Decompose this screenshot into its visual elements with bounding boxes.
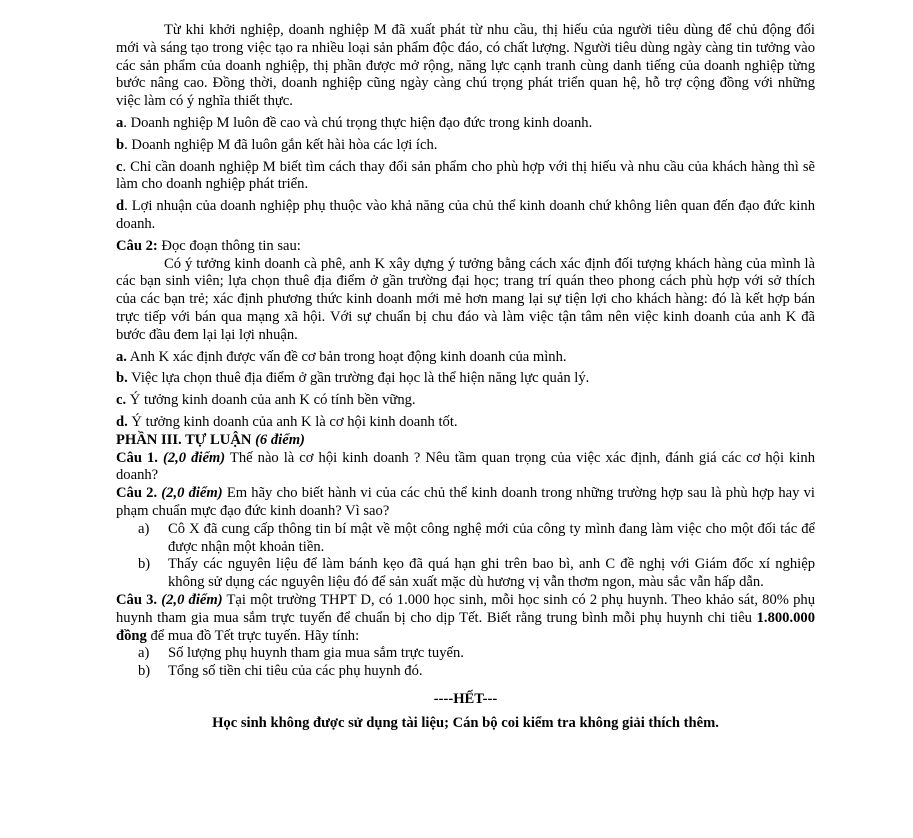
q2-label: Câu 2: <box>116 237 158 254</box>
item-label: a) <box>138 645 150 662</box>
option-text: Anh K xác định được vấn đề cơ bản trong hoạt động kinh doanh của mình. <box>126 348 567 365</box>
intro-paragraph: Từ khi khởi nghiệp, doanh nghiệp M đã xuất phát từ nhu cầu, thị hiếu của người tiêu dùng để chủ động đổi mới và sáng tạo trong việc tạo ra nhiều loại sản phẩm độc đáo, có chất lượng. Người tiêu dùng ngày càng tin tưởng vào các sản phẩm của doanh nghiệp, thị phần được mở rộng, năng lực cạnh tranh cùng danh tiếng của doanh nghiệp từng bước nâng cao. Đồng thời, doanh nghiệp cũng ngày càng chú trọng phát triển quan hệ, hỗ trợ cộng đồng với những việc làm có ý nghĩa thiết thực. <box>116 22 815 110</box>
option-text: Ý tưởng kinh doanh của anh K có tính bền vững. <box>126 392 416 409</box>
essay3-label: Câu 3. <box>116 591 158 608</box>
option-label: d. <box>116 413 128 430</box>
option-text: . Doanh nghiệp M đã luôn gắn kết hài hòa các lợi ích. <box>124 136 438 153</box>
essay2-points: (2,0 điểm) <box>157 485 223 502</box>
essay3-item-b <box>138 663 815 681</box>
essay2-text: Em hãy cho biết hành vi của các chủ thể kinh doanh trong những trường hợp sau là phù hợp hay vi phạm chuẩn mực đạo đức kinh doanh? Vì sao? <box>116 485 815 519</box>
essay1-label: Câu 1. <box>116 449 158 466</box>
essay1-text: Thế nào là cơ hội kinh doanh ? Nêu tầm quan trọng của việc xác định, đánh giá các cơ hội kinh doanh? <box>116 449 816 484</box>
q1-option-d <box>116 198 815 234</box>
q2-paragraph: Có ý tưởng kinh doanh cà phê, anh K xây dựng ý tưởng bằng cách xác định đối tượng khách hàng của mình là các bạn sinh viên; lựa chọn thuê địa điểm ở gần trường đại học; trang trí quán theo phong cách phù hợp với sở thích của các bạn trẻ; xác định phương thức kinh doanh mới mẻ hơn mang lại sự tiện lợi cho khách hàng: đó là kết hợp bán trực tiếp với bán qua mạng xã hội. Với sự chuẩn bị chu đáo và làm việc tận tâm nên việc kinh doanh của anh K đã bước đầu đem lại lại lợi nhuận. <box>116 255 815 343</box>
essay2-item-b <box>138 556 815 592</box>
q2-option-c <box>116 392 815 410</box>
q2-option-b <box>116 370 815 388</box>
essay-question-3 <box>116 592 815 645</box>
q2-prompt: Đọc đoạn thông tin sau: <box>157 237 301 254</box>
option-label: d <box>116 198 125 215</box>
essay3-text-before: Tại một trường THPT D, có 1.000 học sinh, mỗi học sinh có 2 phụ huynh. Theo khảo sát, 80% phụ huynh tham gia mua sắm trực tuyến để chuẩn bị cho dịp Tết. Biết rằng trung bình mỗi phụ huynh chi tiêu <box>116 591 815 626</box>
q2-option-d <box>116 414 815 432</box>
q1-option-a <box>116 115 815 133</box>
essay3-amount: 1.800.000 đồng <box>116 609 815 644</box>
option-text: Việc lựa chọn thuê địa điểm ở gần trường đại học là thể hiện năng lực quản lý. <box>127 370 590 387</box>
option-text: . Doanh nghiệp M luôn đề cao và chú trọng thực hiện đạo đức trong kinh doanh. <box>123 114 593 131</box>
option-label: c <box>116 158 123 175</box>
essay3-text-after: để mua đồ Tết trực tuyến. Hãy tính: <box>146 627 360 644</box>
essay1-points: (2,0 điểm) <box>157 449 226 466</box>
option-text: Ý tưởng kinh doanh của anh K là cơ hội kinh doanh tốt. <box>127 413 458 430</box>
option-label: c. <box>116 392 127 409</box>
q1-option-c <box>116 159 815 195</box>
option-text: . Chỉ cần doanh nghiệp M biết tìm cách thay đổi sản phẩm cho phù hợp với thị hiếu và nhu cầu của khách hàng thì sẽ làm cho doanh nghiệp phát triển. <box>116 158 815 193</box>
item-label: b) <box>138 663 151 680</box>
part3-points: (6 điểm) <box>251 431 305 448</box>
essay3-points: (2,0 điểm) <box>157 591 223 608</box>
item-text: Cô X đã cung cấp thông tin bí mật về một công nghệ mới của công ty mình đang làm việc cho một đối tác để được nhận một khoản tiền. <box>168 520 815 555</box>
item-label: b) <box>138 556 151 573</box>
option-label: b. <box>116 370 128 387</box>
essay-question-2 <box>116 485 815 521</box>
essay3-item-a <box>138 645 815 663</box>
essay-question-1 <box>116 450 815 486</box>
part3-heading <box>116 432 815 450</box>
essay2-label: Câu 2. <box>116 485 158 502</box>
item-label: a) <box>138 520 150 537</box>
item-text: Tổng số tiền chi tiêu của các phụ huynh đó. <box>168 663 423 680</box>
essay2-item-a <box>138 521 815 557</box>
item-text: Số lượng phụ huynh tham gia mua sắm trực tuyến. <box>168 645 464 662</box>
option-label: a. <box>116 348 127 365</box>
q2-option-a <box>116 349 815 367</box>
option-label: a <box>116 114 124 131</box>
q1-option-b <box>116 137 815 155</box>
q2-heading <box>116 238 815 256</box>
option-text: . Lợi nhuận của doanh nghiệp phụ thuộc vào khả năng của chủ thể kinh doanh chứ không liên quan đến đạo đức kinh doanh. <box>116 198 815 232</box>
footer-note: Học sinh không được sử dụng tài liệu; Cán bộ coi kiểm tra không giải thích thêm. <box>212 714 719 731</box>
part3-title: PHẦN III. TỰ LUẬN <box>116 431 252 448</box>
item-text: Thấy các nguyên liệu để làm bánh kẹo đã quá hạn ghi trên bao bì, anh C đề nghị với Giám đốc xí nghiệp không sử dụng các nguyên liệu đó để sản xuất mặc dù hương vị vẫn thơm ngon, màu sắc vẫn hấp dẫn. <box>168 556 815 591</box>
end-mark: ----HẾT--- <box>433 690 498 707</box>
option-label: b <box>116 136 125 153</box>
